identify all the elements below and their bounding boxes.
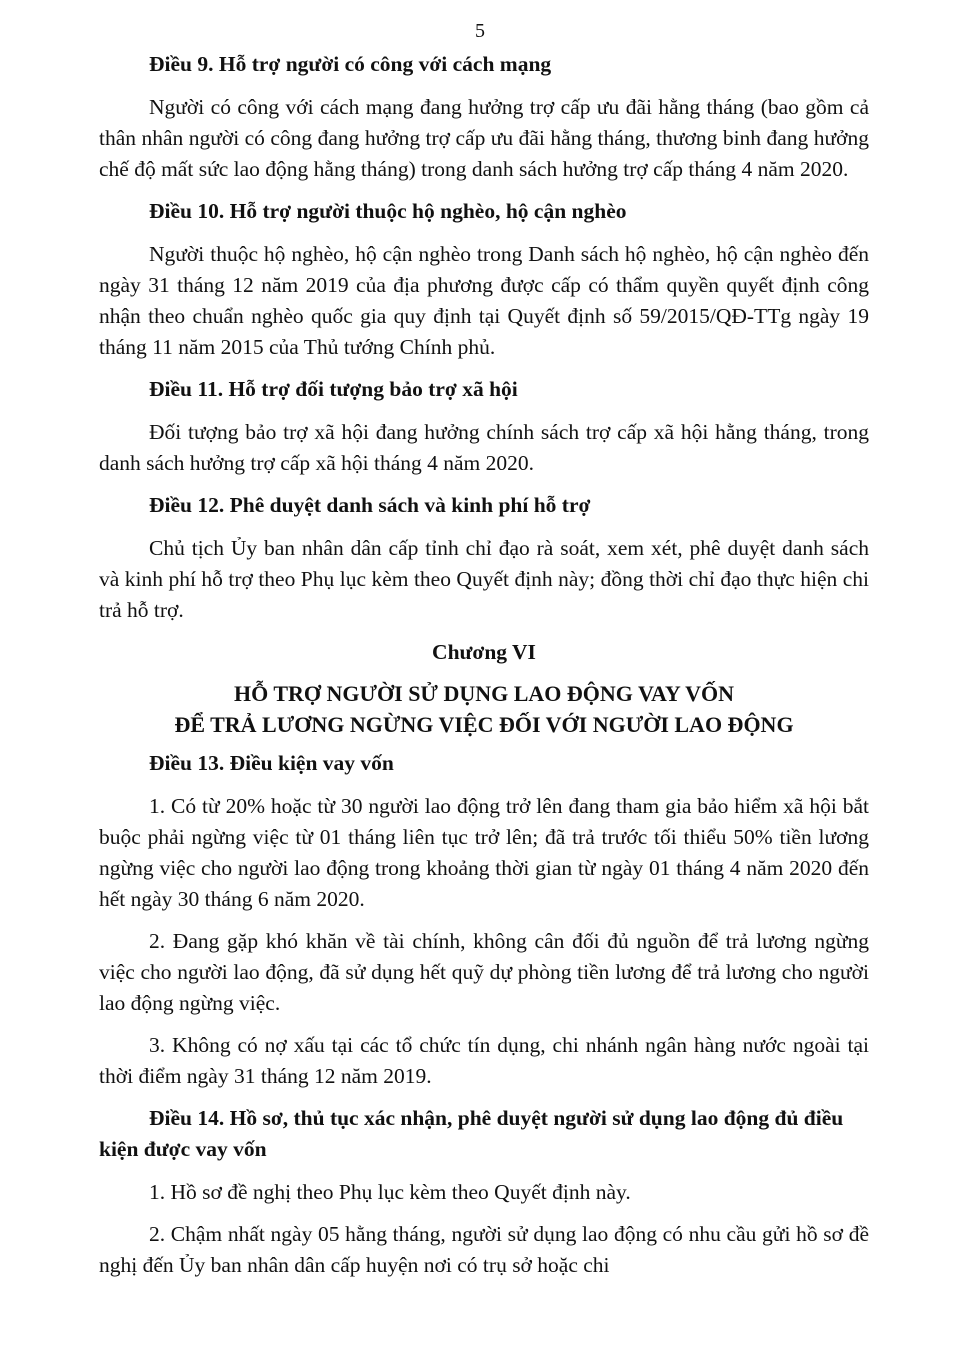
dieu-9-body: Người có công với cách mạng đang hưởng trợ cấp ưu đãi hằng tháng (bao gồm cả thân nhân người có công đang hưởng trợ cấp ưu đãi hằng tháng, thương binh đang hưởng chế độ mất sức lao động hằng tháng) trong danh sách hưởng trợ cấp tháng 4 năm 2020. [99, 95, 869, 181]
dieu-11-body: Đối tượng bảo trợ xã hội đang hưởng chính sách trợ cấp xã hội hằng tháng, trong danh sách hưởng trợ cấp xã hội tháng 4 năm 2020. [99, 420, 869, 475]
document-content [99, 49, 869, 1292]
chapter-label: Chương VI [432, 640, 536, 664]
dieu-11-heading: Điều 11. Hỗ trợ đối tượng bảo trợ xã hội [149, 377, 518, 401]
dieu-13-heading: Điều 13. Điều kiện vay vốn [149, 751, 394, 775]
dieu-14-item-1: 1. Hồ sơ đề nghị theo Phụ lục kèm theo Quyết định này. [149, 1180, 631, 1204]
dieu-10-heading: Điều 10. Hỗ trợ người thuộc hộ nghèo, hộ cận nghèo [149, 199, 627, 223]
dieu-13-item-2: 2. Đang gặp khó khăn về tài chính, không cân đối đủ nguồn để trả lương ngừng việc cho người lao động, đã sử dụng hết quỹ dự phòng tiền lương để trả lương cho người lao động ngừng việc. [99, 929, 869, 1015]
dieu-10-body: Người thuộc hộ nghèo, hộ cận nghèo trong Danh sách hộ nghèo, hộ cận nghèo đến ngày 31 tháng 12 năm 2019 của địa phương được cấp có thẩm quyền quyết định công nhận theo chuẩn nghèo quốc gia quy định tại Quyết định số 59/2015/QĐ-TTg ngày 19 tháng 11 năm 2015 của Thủ tướng Chính phủ. [99, 242, 869, 359]
dieu-13-item-1: 1. Có từ 20% hoặc từ 30 người lao động trở lên đang tham gia bảo hiểm xã hội bắt buộc phải ngừng việc từ 01 tháng liên tục trở lên; đã trả trước tối thiểu 50% tiền lương ngừng việc cho người lao động trong khoảng thời gian từ ngày 01 tháng 4 năm 2020 đến hết ngày 30 tháng 6 năm 2020. [99, 794, 869, 911]
dieu-12-heading: Điều 12. Phê duyệt danh sách và kinh phí hỗ trợ [149, 493, 591, 517]
dieu-9-heading: Điều 9. Hỗ trợ người có công với cách mạng [149, 52, 552, 76]
page-number: 5 [475, 20, 485, 42]
chapter-title [99, 678, 869, 740]
dieu-14-heading: Điều 14. Hồ sơ, thủ tục xác nhận, phê duyệt người sử dụng lao động đủ điều kiện được vay vốn [99, 1106, 844, 1161]
dieu-12-body: Chủ tịch Ủy ban nhân dân cấp tỉnh chỉ đạo rà soát, xem xét, phê duyệt danh sách và kinh phí hỗ trợ theo Phụ lục kèm theo Quyết định này; đồng thời chỉ đạo thực hiện chi trả hỗ trợ. [99, 536, 869, 622]
dieu-13-item-3: 3. Không có nợ xấu tại các tổ chức tín dụng, chi nhánh ngân hàng nước ngoài tại thời điểm ngày 31 tháng 12 năm 2019. [99, 1033, 869, 1088]
dieu-14-item-2: 2. Chậm nhất ngày 05 hằng tháng, người sử dụng lao động có nhu cầu gửi hồ sơ đề nghị đến Ủy ban nhân dân cấp huyện nơi có trụ sở hoặc chi [99, 1222, 869, 1277]
chapter-title-line-1: HỖ TRỢ NGƯỜI SỬ DỤNG LAO ĐỘNG VAY VỐN [234, 681, 734, 706]
chapter-title-line-2: ĐỂ TRẢ LƯƠNG NGỪNG VIỆC ĐỐI VỚI NGƯỜI LAO ĐỘNG [174, 712, 794, 737]
